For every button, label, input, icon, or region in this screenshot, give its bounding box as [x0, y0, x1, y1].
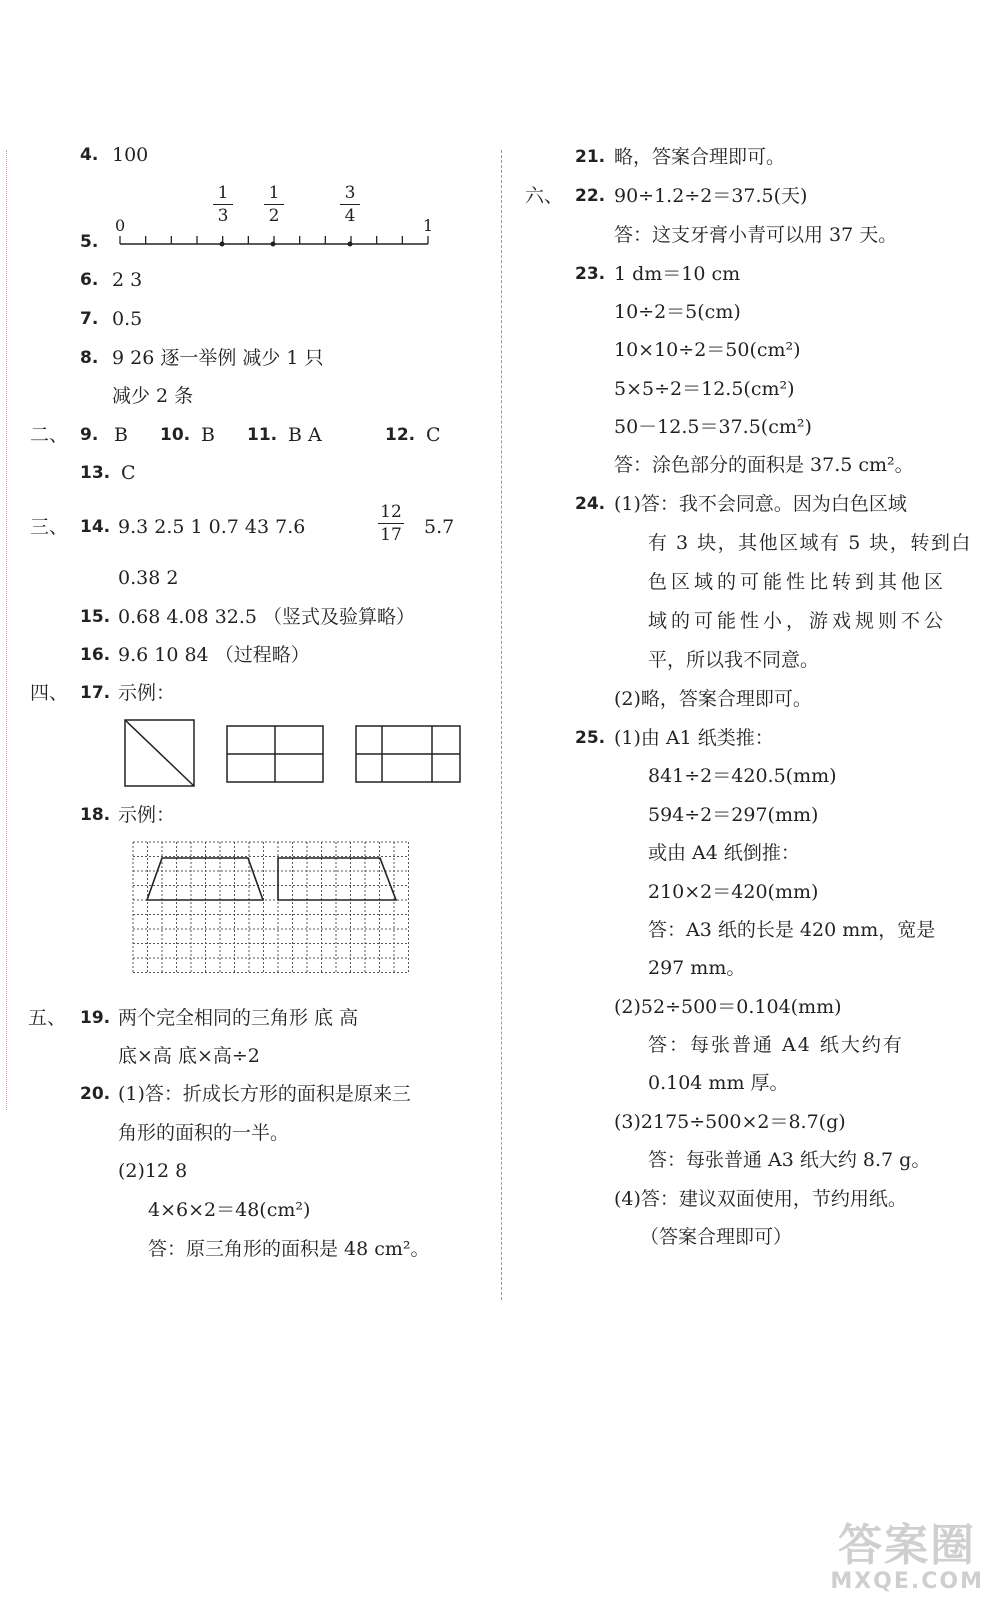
q23-line-5: 50－12.5＝37.5(cm²): [614, 416, 812, 438]
q8-answer: 9 26 逐一举例 减少 1 只: [112, 347, 324, 369]
q23-line-2: 10÷2＝5(cm): [614, 301, 741, 323]
fraction-one-half: 1 2: [264, 183, 284, 226]
q25-line-8: (2)52÷500＝0.104(mm): [614, 996, 842, 1018]
q24-line-6: (2)略，答案合理即可。: [614, 688, 812, 710]
q8-answer-cont: 减少 2 条: [112, 385, 194, 407]
q18-number: 18.: [80, 805, 111, 825]
q24-line-3: 色区域的可能性比转到其他区: [648, 571, 948, 593]
q24-line-1: (1)答：我不会同意。因为白色区域: [614, 493, 907, 515]
q22-number: 22.: [575, 186, 606, 206]
q23-line-3: 10×10÷2＝50(cm²): [614, 339, 801, 361]
fraction-three-quarters: 3 4: [340, 183, 360, 226]
q18-text: 示例：: [118, 804, 176, 826]
q10-number: 10.: [160, 425, 191, 445]
q9-answer: B: [114, 424, 128, 446]
q25-line-10: 0.104 mm 厚。: [648, 1072, 789, 1094]
q10-answer: B: [201, 424, 215, 446]
section-2-label: 二、: [30, 424, 69, 446]
fraction-twelve-seventeenths: 12 17: [378, 502, 404, 545]
q22-answer-1: 90÷1.2÷2＝37.5(天): [614, 185, 808, 207]
q20-answer-1: (1)答：折成长方形的面积是原来三: [118, 1083, 411, 1105]
q7-number: 7.: [80, 309, 99, 329]
q6-answer: 2 3: [112, 269, 143, 291]
q13-answer: C: [121, 462, 136, 484]
q6-number: 6.: [80, 270, 99, 290]
q25-line-1: (1)由 A1 纸类推：: [614, 727, 774, 749]
q4-answer: 100: [112, 144, 149, 166]
q15-number: 15.: [80, 607, 111, 627]
q25-line-14: （答案合理即可）: [640, 1226, 793, 1248]
q5-number: 5.: [80, 232, 99, 252]
q11-answer: B A: [288, 424, 322, 446]
q17-text: 示例：: [118, 682, 176, 704]
q25-line-2: 841÷2＝420.5(mm): [648, 765, 837, 787]
q23-number: 23.: [575, 264, 606, 284]
q21-answer: 略，答案合理即可。: [614, 146, 786, 168]
q25-line-12: 答：每张普通 A3 纸大约 8.7 g。: [648, 1149, 931, 1171]
fraction-one-third: 1 3: [213, 183, 233, 226]
q25-line-13: (4)答：建议双面使用，节约用纸。: [614, 1188, 907, 1210]
number-line-end: 1: [423, 216, 434, 235]
q14-number: 14.: [80, 517, 111, 537]
section-3-label: 三、: [30, 516, 69, 538]
q20-answer-2: 角形的面积的一半。: [118, 1122, 290, 1144]
number-line-start: 0: [115, 216, 126, 235]
q8-number: 8.: [80, 348, 99, 368]
q25-line-11: (3)2175÷500×2＝8.7(g): [614, 1111, 846, 1133]
q24-line-2: 有 3 块，其他区域有 5 块，转到白: [648, 532, 972, 554]
q25-line-9: 答：每张普通 A4 纸大约有: [648, 1034, 904, 1056]
q23-line-4: 5×5÷2＝12.5(cm²): [614, 378, 795, 400]
q24-line-4: 域的可能性小，游戏规则不公: [648, 610, 948, 632]
q19-answer-cont: 底×高 底×高÷2: [118, 1045, 260, 1067]
q25-number: 25.: [575, 728, 606, 748]
q25-line-6: 答：A3 纸的长是 420 mm，宽是: [648, 919, 936, 941]
section-4-label: 四、: [30, 682, 69, 704]
q25-line-5: 210×2＝420(mm): [648, 881, 819, 903]
q23-line-6: 答：涂色部分的面积是 37.5 cm²。: [614, 454, 914, 476]
q25-line-7: 297 mm。: [648, 957, 746, 979]
watermark-logo: [830, 1520, 984, 1594]
q14-answer: 9.3 2.5 1 0.7 43 7.6: [118, 516, 306, 538]
q19-number: 19.: [80, 1008, 111, 1028]
watermark-url: MXQE.COM: [830, 1569, 984, 1594]
q24-number: 24.: [575, 494, 606, 514]
section-5-label: 五、: [28, 1007, 67, 1029]
q20-answer-4: 4×6×2＝48(cm²): [148, 1199, 311, 1221]
q20-number: 20.: [80, 1084, 111, 1104]
q16-number: 16.: [80, 645, 111, 665]
q13-number: 13.: [80, 463, 111, 483]
q25-line-4: 或由 A4 纸倒推：: [648, 842, 800, 864]
q17-number: 17.: [80, 683, 111, 703]
q21-number: 21.: [575, 147, 606, 167]
q23-line-1: 1 dm＝10 cm: [614, 263, 741, 285]
q15-answer: 0.68 4.08 32.5 （竖式及验算略）: [118, 606, 416, 628]
section-6-label: 六、: [525, 185, 564, 207]
watermark-text: 答案圈: [838, 1520, 977, 1571]
q19-answer: 两个完全相同的三角形 底 高: [118, 1007, 359, 1029]
q12-number: 12.: [385, 425, 416, 445]
q9-number: 9.: [80, 425, 99, 445]
q14-answer-3: 0.38 2: [118, 567, 179, 589]
q7-answer: 0.5: [112, 308, 143, 330]
q12-answer: C: [426, 424, 441, 446]
q11-number: 11.: [247, 425, 278, 445]
q25-line-3: 594÷2＝297(mm): [648, 804, 819, 826]
q24-line-5: 平，所以我不同意。: [648, 649, 820, 671]
q4-number: 4.: [80, 145, 99, 165]
q22-answer-2: 答：这支牙膏小青可以用 37 天。: [614, 224, 898, 246]
q20-answer-3: (2)12 8: [118, 1160, 188, 1182]
q20-answer-5: 答：原三角形的面积是 48 cm²。: [148, 1238, 430, 1260]
q16-answer: 9.6 10 84 （过程略）: [118, 644, 310, 666]
q14-answer-2: 5.7: [424, 516, 455, 538]
